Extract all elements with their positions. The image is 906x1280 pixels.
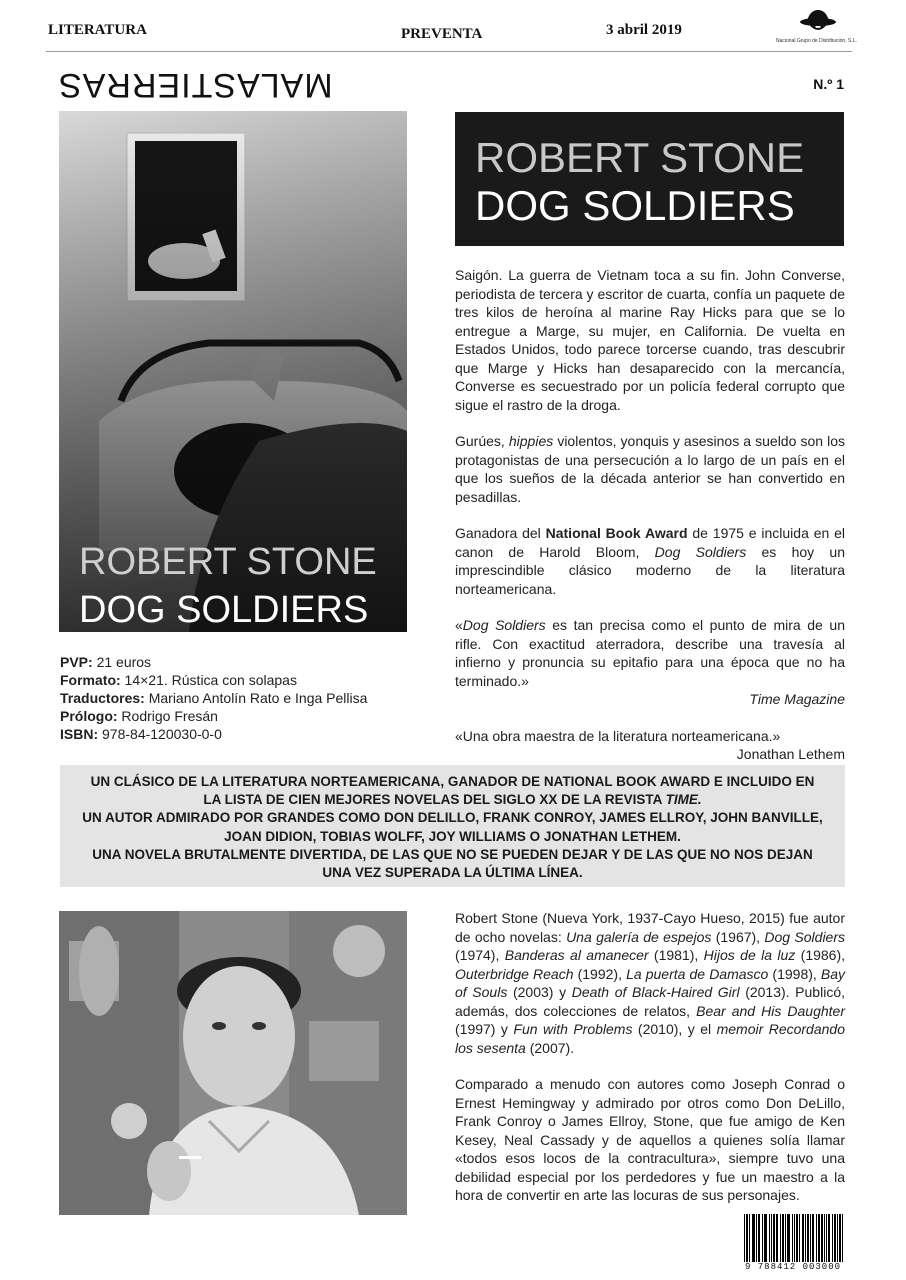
banner-line [80,773,825,809]
barcode-bar [752,1214,753,1262]
spec-value: Rodrigo Fresán [117,708,218,724]
italic-text: Outerbridge Reach [455,965,574,982]
award-paragraph [455,524,845,598]
text: (1974), [455,947,505,963]
bio-paragraph [455,909,845,1057]
text: es tan precisa como el punto de mira de un rifle. Con exactitud aterradora, describe una travesía al infierno y pronuncia su epitafio para una época que no ha terminado.» [455,617,845,689]
barcode-bar [839,1214,840,1262]
spec-label: PVP: [60,654,93,670]
barcode-bar [834,1214,835,1262]
barcode-bar [749,1214,750,1262]
barcode-bar [799,1214,800,1262]
barcode-bar [819,1214,820,1262]
spec-value: 978-84-120030-0-0 [98,726,222,742]
barcode-bar [842,1214,843,1262]
presale-label: PREVENTA [401,26,483,42]
italic-text: La puerta de Damasco [626,965,769,982]
barcode-bar [797,1214,798,1262]
banner-line: UN AUTOR ADMIRADO POR GRANDES COMO DON DELILLO, FRANK CONROY, JAMES ELLROY, JOHN BANVILLE, JOAN DIDION, TOBIAS WOLFF, JOY WILLIAMS O JONATHAN LETHEM. [82,810,823,844]
barcode-bar [821,1214,822,1262]
barcode-bar [744,1214,745,1262]
release-date: 3 abril 2019 [606,22,682,38]
italic-text: hippies [508,433,554,449]
spec-label: Formato: [60,672,121,688]
barcode-bar [824,1214,825,1262]
text: (2007). [525,1039,575,1056]
italic-text: TIME. [665,792,702,808]
barcode-bar [813,1214,814,1262]
quote-lethem: «Una obra maestra de la literatura norteamericana.» [455,727,781,744]
quote-source: Time Magazine [749,691,845,707]
quote-time [455,616,845,690]
distributor-name: Nacional Grupo de Distribución, S.L. [776,38,857,44]
barcode-bar [771,1214,772,1262]
synopsis [455,266,845,764]
barcode-bar [759,1214,760,1262]
barcode-bar [756,1214,757,1262]
italic-text: Dog Soldiers [764,928,845,945]
spec-row [60,725,367,743]
barcode-bar [746,1214,747,1262]
banner-text [80,773,825,882]
spec-label: Prólogo: [60,708,118,724]
author-portrait [59,911,407,1215]
barcode-bar [794,1214,795,1262]
barcode-bar [777,1214,778,1262]
text: Ganadora del [455,525,546,541]
italic-text: Dog Soldiers [654,543,747,560]
barcode-number: 9 788412 003000 [740,1262,846,1272]
text: UN CLÁSICO DE LA LITERATURA NORTEAMERICANA, GANADOR DE NATIONAL BOOK AWARD E INCLUIDO EN LA LISTA DE CIEN MEJORES NOVELAS DEL SIGLO XX DE LA REVISTA [90,774,815,808]
text: Gurúes, [455,433,509,449]
italic-text: Banderas al amanecer [504,947,649,963]
barcode-bar [828,1214,829,1262]
barcode-bar [783,1214,784,1262]
text: (2013). Publicó, además, dos colecciones de relatos, [455,984,845,1019]
spec-label: Traductores: [60,690,145,706]
book-specs [60,653,367,743]
barcode-bar [754,1214,755,1262]
barcode-bar [796,1214,797,1262]
book-title: DOG SOLDIERS [475,182,795,229]
synopsis-paragraph [455,432,845,506]
banner-line: UNA NOVELA BRUTALMENTE DIVERTIDA, DE LAS QUE NO SE PUEDEN DEJAR Y DE LAS QUE NO NOS DEJAN UNA VEZ SUPERADA LA ÚLTIMA LÍNEA. [92,846,813,881]
cover-author: ROBERT STONE [79,541,377,583]
highlight-banner [60,765,845,887]
text: (1997) y [455,1021,514,1037]
barcode-bar [807,1214,808,1262]
text: (1992), [573,965,627,982]
header-divider [46,51,852,52]
barcode-bar [766,1214,767,1262]
italic-text: Bear and His Daughter [696,1002,845,1019]
italic-text: Una galería de espejos [566,928,712,945]
barcode-bar [788,1214,789,1262]
italic-text: Fun with Problems [513,1021,633,1037]
book-author: ROBERT STONE [475,134,805,181]
spec-row [60,653,367,671]
text: Robert Stone (Nueva York, 1937-Cayo Hueso, 2015) fue autor de ocho novelas: [455,910,845,945]
italic-text: Hijos de la luz [703,947,796,963]
text: (2003) y [507,984,572,1000]
barcode-bar [818,1214,819,1262]
text: de 1975 e incluida en el canon de Harold Bloom, [455,525,845,560]
spec-row [60,671,367,689]
synopsis-text: Saigón. La guerra de Vietnam toca a su fin. John Converse, periodista de tercera y escritor de cuarta, confía un paquete de tres kilos de heroína al marine Ray Hicks para que se lo entregue a Marge, su mujer, en California. De vuelta en Estados Unidos, todo parece torcerse cuando, tras descubrir que Marge y Hicks han desaparecido con la mercancía, Converse es secuestrado por un policía federal corrupto que sigue el rastro de la droga. [455,267,845,413]
text: (2010), y el [632,1021,717,1037]
barcode-bar [802,1214,803,1262]
spec-value: Mariano Antolín Rato e Inga Pellisa [144,690,368,706]
author-bio [455,909,845,1223]
barcode-bar [810,1214,811,1262]
section-label: LITERATURA [48,22,147,38]
barcode-bar [816,1214,817,1262]
barcode-bar [773,1214,774,1262]
spec-value: 14×21. Rústica con solapas [120,672,297,688]
spec-label: ISBN: [60,726,99,742]
spec-row [60,689,367,707]
author-photo [59,911,407,1215]
barcode-bar [787,1214,788,1262]
italic-text: Bay of Souls [455,965,846,1000]
barcode-bar [758,1214,759,1262]
title-block [455,112,844,246]
barcode-bar [803,1214,804,1262]
bio-paragraph: Comparado a menudo con autores como Joseph Conrad o Ernest Hemingway y admirado por otros como Don DeLillo, Frank Conroy o James Ellroy, Stone, que fue amigo de Ken Kesey, Neal Cassady y de aquellos a quienes solía llamar «todos esos locos de la contracultura», siempre tuvo una debilidad especial por los perdedores y fue un maestro a la hora de convertir en arte las locuras de sus personajes. [455,1076,845,1203]
barcode-bar [835,1214,836,1262]
spec-value: 21 euros [92,654,152,670]
text: (1967), [711,928,765,945]
text: es hoy un imprescindible clásico moderno de la literatura norteamericana. [455,543,845,597]
barcode-bar [765,1214,766,1262]
barcode-bar [774,1214,775,1262]
barcode-bar [832,1214,833,1262]
barcode-bar [764,1214,765,1262]
barcode-bar [829,1214,830,1262]
quote-source: Jonathan Lethem [736,746,845,762]
barcode-bar [747,1214,748,1262]
barcode-bar [769,1214,770,1262]
spec-row [60,707,367,725]
barcode-bar [826,1214,827,1262]
barcode-bar [837,1214,838,1262]
barcode-bar [762,1214,763,1262]
cover-title: DOG SOLDIERS [79,589,369,631]
barcode-bar [822,1214,823,1262]
barcode-bar [840,1214,841,1262]
italic-text: Dog Soldiers [462,617,546,633]
text: violentos, yonquis y asesinos a sueldo son los protagonistas de una persecución a lo largo de un país en el que los sueños de la década anterior se han convertido en pesadillas. [455,433,845,505]
italic-text: Death of Black-Haired Girl [571,984,740,1000]
book-cover [59,111,407,632]
barcode-bar [753,1214,754,1262]
barcode-bar [792,1214,793,1262]
barcode-bar [808,1214,809,1262]
barcode-bar [785,1214,786,1262]
text: (1981), [648,947,704,963]
barcode-bar [789,1214,790,1262]
barcode-bar [776,1214,777,1262]
barcode-bar [780,1214,781,1262]
text: (1986), [795,947,846,963]
barcode-bar [805,1214,806,1262]
barcode-bar [812,1214,813,1262]
text: « [455,617,463,633]
text: (1998), [768,965,821,982]
barcode-bar [782,1214,783,1262]
issue-number: N.º 1 [813,76,844,92]
italic-text: memoir Recordando los sesenta [455,1021,845,1056]
synopsis-paragraph [455,266,845,414]
publisher-logo: MALASTIERRAS [58,66,333,104]
award-name: National Book Award [545,525,688,541]
